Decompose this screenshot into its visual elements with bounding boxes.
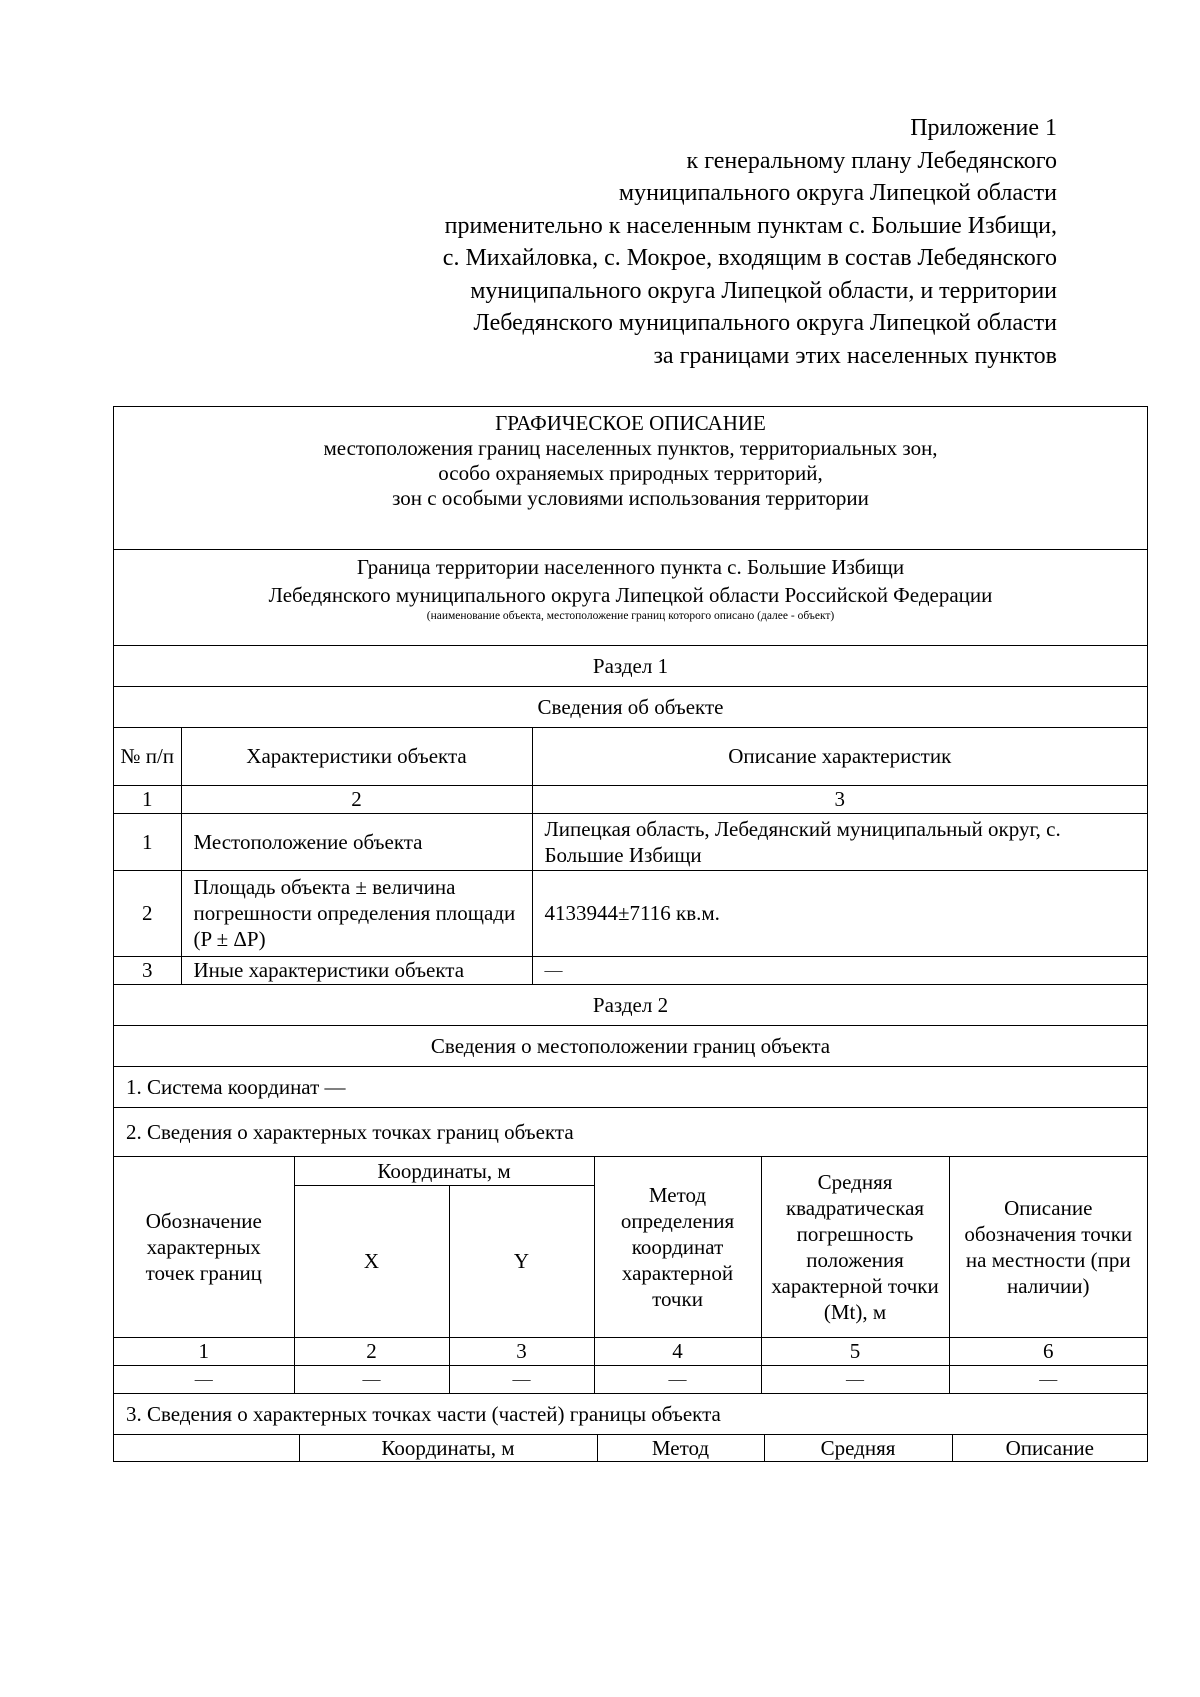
col-header-y: Y [449,1185,594,1337]
title-heading: ГРАФИЧЕСКОЕ ОПИСАНИЕ [495,411,766,435]
col-number-row [114,785,1147,813]
table-cell: — [294,1365,449,1393]
col-number-row [114,1337,1147,1365]
object-note: (наименование объекта, местоположение границ которого описано (далее - объект) [426,610,835,622]
table-cell: — [594,1365,761,1393]
form-title [114,407,1147,549]
row-num: 1 [114,813,181,870]
col-header-desc: Описание характеристик [532,728,1147,785]
part-points-heading: 3. Сведения о характерных точках части (частей) границы объекта [114,1393,1147,1434]
col-header-num: № п/п [114,728,181,785]
col-number: 3 [532,785,1147,813]
header-line: к генеральному плану Лебедянского [686,147,1057,174]
table-row [114,813,1147,870]
section2-heading: Сведения о местоположении границ объекта [114,1025,1147,1066]
col-number: 5 [761,1337,949,1365]
section3-table-wrap [114,1434,1147,1461]
object-name [114,549,1147,645]
coord-system: 1. Система координат — [114,1066,1147,1107]
row-desc: 4133944±7116 кв.м. [532,870,1147,956]
col-number: 3 [449,1337,594,1365]
table-cell: — [114,1365,294,1393]
header-line: Приложение 1 [910,115,1057,141]
header-line: за границами этих населенных пунктов [653,342,1057,369]
row-char: Площадь объекта ± величина погрешности определения площади (P ± ΔP) [181,870,532,956]
object-info-table [114,728,1147,984]
title-line: особо охраняемых природных территорий, [438,461,823,485]
row-char: Иные характеристики объекта [181,956,532,984]
section1-table-wrap [114,727,1147,984]
object-line: Граница территории населенного пункта с. Большие Избищи [356,555,905,579]
table-cell: — [949,1365,1147,1393]
table-cell: — [449,1365,594,1393]
col-number: 1 [114,1337,294,1365]
header-line: муниципального округа Липецкой области, и территории [470,277,1057,304]
section2-table-wrap [114,1156,1147,1393]
header-line: применительно к населенным пунктам с. Большие Избищи, [444,212,1057,239]
row-desc: — [532,956,1147,984]
graphic-description-form [113,406,1148,1462]
row-desc: Липецкая область, Лебедянский муниципальный округ, с. Большие Избищи [532,813,1147,870]
row-num: 3 [114,956,181,984]
col-header-description: Описание [952,1435,1147,1461]
col-header-coords: Координаты, м [299,1435,597,1461]
section2-label: Раздел 2 [114,984,1147,1025]
title-line: зон с особыми условиями использования территории [392,486,869,510]
table-row [114,956,1147,984]
col-header-x: X [294,1185,449,1337]
col-header-method: Метод определения координат характерной точки [594,1157,761,1337]
table-cell: — [761,1365,949,1393]
col-header-coords: Координаты, м [294,1157,594,1185]
col-header-description: Описание обозначения точки на местности (при наличии) [949,1157,1147,1337]
table-row [114,1365,1147,1393]
col-header-designation: Обозначение характерных точек границ [114,1157,294,1337]
header-line: Лебедянского муниципального округа Липецкой области [473,310,1057,336]
col-number: 1 [114,785,181,813]
header-line: с. Михайловка, с. Мокрое, входящим в состав Лебедянского [442,245,1057,271]
object-line: Лебедянского муниципального округа Липецкой области Российской Федерации [268,583,993,607]
col-number: 4 [594,1337,761,1365]
header-line: муниципального округа Липецкой области [618,180,1057,206]
points-heading: 2. Сведения о характерных точках границ объекта [114,1107,1147,1156]
section1-label: Раздел 1 [114,645,1147,686]
title-line: местоположения границ населенных пунктов, территориальных зон, [323,436,938,460]
col-number: 6 [949,1337,1147,1365]
table-header-row [114,728,1147,785]
col-number: 2 [181,785,532,813]
row-char: Местоположение объекта [181,813,532,870]
part-points-table [114,1435,1147,1461]
col-header-error: Средняя [764,1435,952,1461]
row-num: 2 [114,870,181,956]
appendix-header [443,112,1057,372]
col-header-char: Характеристики объекта [181,728,532,785]
boundary-points-table [114,1157,1147,1393]
section1-heading: Сведения об объекте [114,686,1147,727]
table-header-row [114,1157,1147,1185]
table-header-row [114,1435,1147,1461]
col-header-empty [114,1435,299,1461]
col-number: 2 [294,1337,449,1365]
col-header-method: Метод [597,1435,764,1461]
col-header-error: Средняя квадратическая погрешность положения характерной точки (Mt), м [761,1157,949,1337]
table-row [114,870,1147,956]
